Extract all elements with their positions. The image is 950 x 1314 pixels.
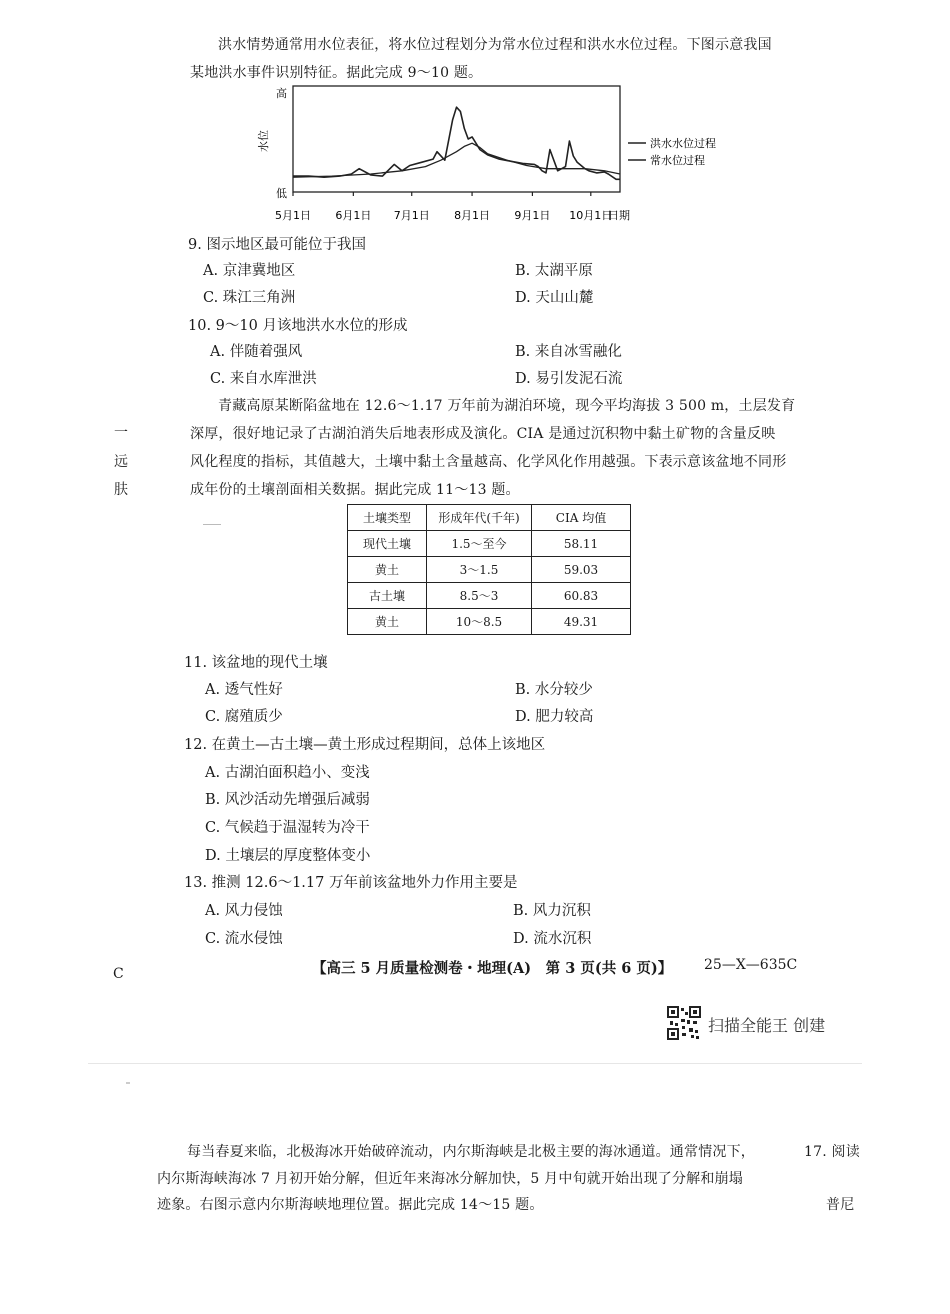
soil-data-table xyxy=(347,504,631,635)
x-tick-label: 10月1日 xyxy=(569,209,613,222)
q11-option-a: A. 透气性好 xyxy=(205,682,283,698)
table-cell: 58.11 xyxy=(532,531,631,557)
stray-dot xyxy=(126,1082,130,1084)
q9-option-a: A. 京津冀地区 xyxy=(203,263,296,279)
page-footer-code: 25—X—635C xyxy=(704,957,798,973)
q12-stem: 12. 在黄土—古土壤—黄土形成过程期间，总体上该地区 xyxy=(184,737,546,753)
q12-option-d: D. 土壤层的厚度整体变小 xyxy=(205,848,371,864)
q11-option-d: D. 肥力较高 xyxy=(515,709,594,725)
intro2-line3: 风化程度的指标，其值越大，土壤中黏土含量越高、化学风化作用越强。下表示意该盆地不同形 xyxy=(190,454,787,470)
margin-char-1: 远 xyxy=(114,454,128,470)
table-row xyxy=(348,557,631,583)
table-cell: 60.83 xyxy=(532,583,631,609)
q13-option-a: A. 风力侵蚀 xyxy=(205,903,283,919)
legend-label-normal: 常水位过程 xyxy=(650,154,705,167)
table-header-cell: 形成年代(千年) xyxy=(427,505,532,531)
table-header-cell: 土壤类型 xyxy=(348,505,427,531)
table-cell: 1.5～至今 xyxy=(427,531,532,557)
intro2-line2: 深厚，很好地记录了古湖泊消失后地表形成及演化。CIA 是通过沉积物中黏土矿物的含量反映 xyxy=(190,426,776,442)
y-low-label: 低 xyxy=(276,187,287,200)
y-axis-label: 水位 xyxy=(257,130,270,152)
table-cell: 3～1.5 xyxy=(427,557,532,583)
x-axis-label: 日期 xyxy=(608,209,630,222)
intro2-line1: 青藏高原某断陷盆地在 12.6～1.17 万年前为湖泊环境，现今平均海拔 3 500 m，土层发育 xyxy=(218,398,796,414)
table-cell: 黄土 xyxy=(348,557,427,583)
q11-option-b: B. 水分较少 xyxy=(515,682,593,698)
q12-option-b: B. 风沙活动先增强后减弱 xyxy=(205,792,370,808)
table-header-row xyxy=(348,505,631,531)
q13-stem: 13. 推测 12.6～1.17 万年前该盆地外力作用主要是 xyxy=(184,875,518,891)
table-row xyxy=(348,583,631,609)
q9-option-d: D. 天山山麓 xyxy=(515,290,594,306)
page-footer-title: 【高三 5 月质量检测卷・地理(A) 第 3 页(共 6 页)】 xyxy=(312,960,673,977)
table-cell: 49.31 xyxy=(532,609,631,635)
margin-char-2: 肤 xyxy=(114,482,128,498)
page-divider xyxy=(88,1063,862,1064)
x-tick-label: 9月1日 xyxy=(514,209,551,222)
table-cell: 现代土壤 xyxy=(348,531,427,557)
x-tick-label: 5月1日 xyxy=(275,209,311,222)
legend-label-flood: 洪水水位过程 xyxy=(650,137,716,150)
q11-stem: 11. 该盆地的现代土壤 xyxy=(184,655,328,671)
y-high-label: 高 xyxy=(276,87,287,100)
q11-option-c: C. 腐殖质少 xyxy=(205,709,283,725)
q10-option-d: D. 易引发泥石流 xyxy=(515,371,623,387)
q9-stem: 9. 图示地区最可能位于我国 xyxy=(188,237,366,253)
table-cell: 古土壤 xyxy=(348,583,427,609)
table-cell: 黄土 xyxy=(348,609,427,635)
page2-line1: 每当春夏来临，北极海冰开始破碎流动，内尔斯海峡是北极主要的海冰通道。通常情况下， xyxy=(187,1144,755,1160)
table-header-cell: CIA 均值 xyxy=(532,505,631,531)
q12-option-a: A. 古湖泊面积趋小、变浅 xyxy=(205,765,370,781)
page2-line3: 迹象。右图示意内尔斯海峡地理位置。据此完成 14～15 题。 xyxy=(157,1197,544,1213)
table-row xyxy=(348,531,631,557)
table-cell: 59.03 xyxy=(532,557,631,583)
page2-right-fragment: 普尼 xyxy=(826,1197,855,1213)
q13-option-c: C. 流水侵蚀 xyxy=(205,931,283,947)
margin-letter: C xyxy=(113,966,124,982)
intro2-line4: 成年份的土壤剖面相关数据。据此完成 11～13 题。 xyxy=(190,482,520,498)
q9-option-b: B. 太湖平原 xyxy=(515,263,593,279)
table-cell: 8.5～3 xyxy=(427,583,532,609)
qr-code-icon xyxy=(667,1006,701,1040)
page2-right-question: 17. 阅读 xyxy=(804,1144,860,1160)
x-tick-label: 7月1日 xyxy=(393,209,430,222)
q13-option-b: B. 风力沉积 xyxy=(513,903,591,919)
q13-option-d: D. 流水沉积 xyxy=(513,931,592,947)
page2-line2: 内尔斯海峡海冰 7 月初开始分解，但近年来海冰分解加快，5 月中旬就开始出现了分解和崩塌 xyxy=(157,1171,743,1187)
q9-option-c: C. 珠江三角洲 xyxy=(203,290,296,306)
table-cell: 10～8.5 xyxy=(427,609,532,635)
q12-option-c: C. 气候趋于温湿转为冷干 xyxy=(205,820,370,836)
intro1-line2: 某地洪水事件识别特征。据此完成 9～10 题。 xyxy=(190,65,483,81)
x-tick-label: 8月1日 xyxy=(454,209,491,222)
q10-option-a: A. 伴随着强风 xyxy=(210,344,303,360)
table-row xyxy=(348,609,631,635)
stray-mark xyxy=(203,524,221,525)
intro1-line1: 洪水情势通常用水位表征，将水位过程划分为常水位过程和洪水水位过程。下图示意我国 xyxy=(218,37,772,53)
q10-option-c: C. 来自水库泄洪 xyxy=(210,371,317,387)
scanner-watermark-text: 扫描全能王 创建 xyxy=(708,1016,826,1035)
margin-dash: 一 xyxy=(114,425,128,441)
water-level-chart xyxy=(248,84,728,226)
q10-option-b: B. 来自冰雪融化 xyxy=(515,344,622,360)
q10-stem: 10. 9～10 月该地洪水水位的形成 xyxy=(188,318,408,334)
x-tick-label: 6月1日 xyxy=(335,209,372,222)
